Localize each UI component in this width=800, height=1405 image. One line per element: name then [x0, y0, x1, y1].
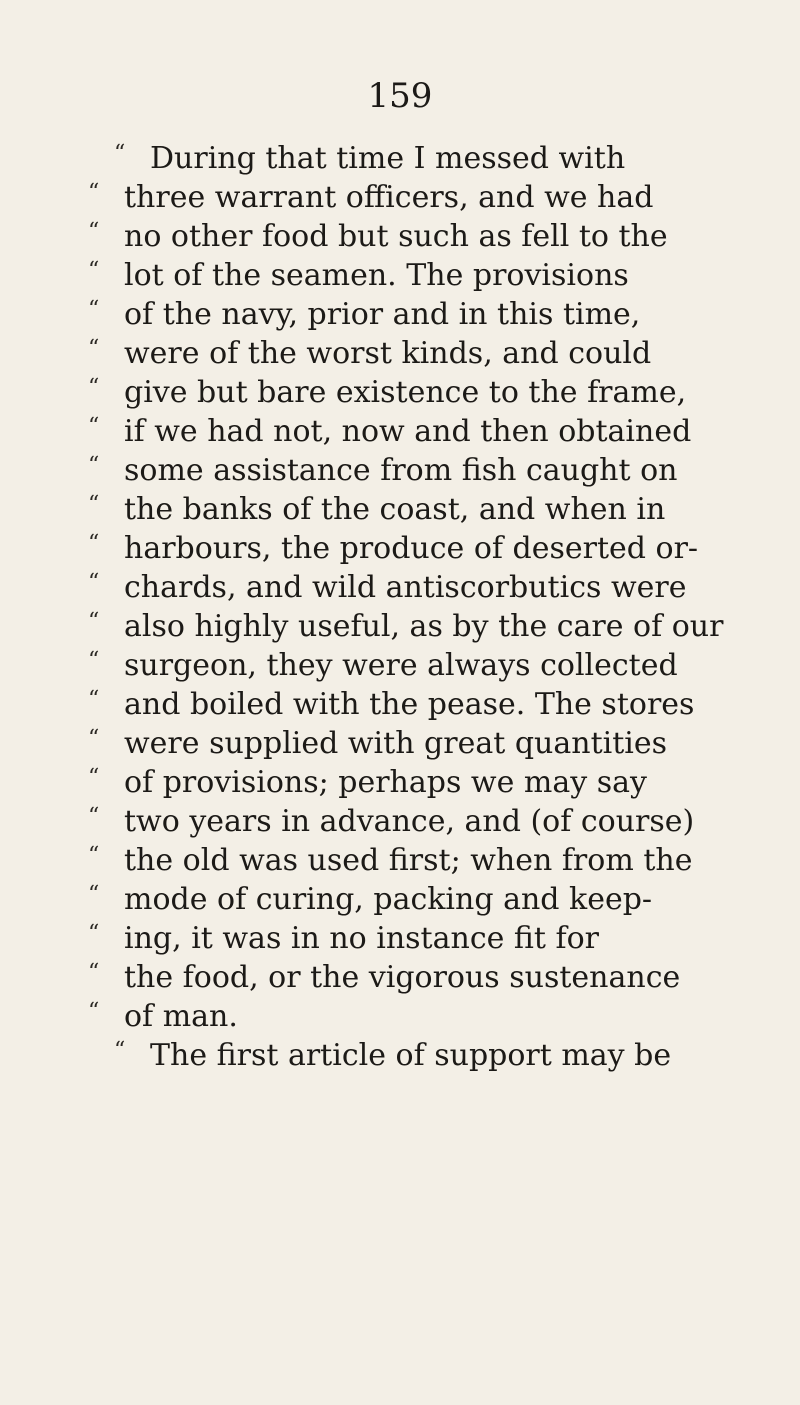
quote-mark: “ [88, 726, 100, 751]
text-line [88, 295, 768, 334]
line-text: mode of curing, packing and keep- [124, 882, 653, 917]
line-text: lot of the seamen. The provisions [124, 258, 629, 293]
text-line [88, 724, 768, 763]
text-line [88, 373, 768, 412]
text-line [88, 1036, 768, 1075]
line-text: some assistance from fish caught on [124, 453, 678, 488]
quote-mark: “ [88, 492, 100, 517]
line-text: and boiled with the pease. The stores [124, 687, 695, 722]
quote-mark: “ [88, 453, 100, 478]
quote-mark: “ [88, 414, 100, 439]
text-line [88, 802, 768, 841]
text-line [88, 607, 768, 646]
text-line [88, 880, 768, 919]
text-line [88, 841, 768, 880]
quote-mark: “ [114, 141, 126, 166]
quote-mark: “ [88, 999, 100, 1024]
text-line [88, 529, 768, 568]
quote-mark: “ [88, 570, 100, 595]
text-line [88, 685, 768, 724]
text-line [88, 451, 768, 490]
line-text: of provisions; perhaps we may say [124, 765, 647, 800]
text-line [88, 568, 768, 607]
quote-mark: “ [88, 648, 100, 673]
line-text: of the navy, prior and in this time, [124, 297, 641, 332]
text-line [88, 412, 768, 451]
text-line [88, 646, 768, 685]
text-line [88, 958, 768, 997]
quote-mark: “ [88, 960, 100, 985]
line-text: the banks of the coast, and when in [124, 492, 666, 527]
page-number: 159 [367, 76, 433, 116]
text-line [88, 256, 768, 295]
line-text: During that time I messed with [150, 141, 626, 176]
line-text: ing, it was in no instance fit for [124, 921, 600, 956]
line-text: the food, or the vigorous sustenance [124, 960, 681, 995]
line-text: chards, and wild antiscorbutics were [124, 570, 687, 605]
quote-mark: “ [88, 882, 100, 907]
line-text: were of the worst kinds, and could [124, 336, 652, 371]
line-text: also highly useful, as by the care of our [124, 609, 724, 644]
line-text: no other food but such as fell to the [124, 219, 668, 254]
quote-mark: “ [88, 687, 100, 712]
text-line [88, 139, 768, 178]
quote-mark: “ [88, 180, 100, 205]
quote-mark: “ [88, 921, 100, 946]
line-text: two years in advance, and (of course) [124, 804, 695, 839]
line-text: surgeon, they were always collected [124, 648, 678, 683]
line-text: of man. [124, 999, 238, 1034]
body-text [88, 139, 768, 1075]
quote-mark: “ [88, 297, 100, 322]
quote-mark: “ [114, 1038, 126, 1063]
quote-mark: “ [88, 843, 100, 868]
line-text: three warrant officers, and we had [124, 180, 654, 215]
quote-mark: “ [88, 765, 100, 790]
quote-mark: “ [88, 219, 100, 244]
line-text: harbours, the produce of deserted or- [124, 531, 699, 566]
quote-mark: “ [88, 375, 100, 400]
line-text: if we had not, now and then obtained [124, 414, 692, 449]
text-line [88, 178, 768, 217]
quote-mark: “ [88, 804, 100, 829]
line-text: give but bare existence to the frame, [124, 375, 687, 410]
line-text: The first article of support may be [150, 1038, 672, 1073]
text-line [88, 334, 768, 373]
quote-mark: “ [88, 336, 100, 361]
quote-mark: “ [88, 531, 100, 556]
text-line [88, 919, 768, 958]
text-line [88, 217, 768, 256]
text-line [88, 490, 768, 529]
line-text: the old was used first; when from the [124, 843, 693, 878]
quote-mark: “ [88, 609, 100, 634]
line-text: were supplied with great quantities [124, 726, 668, 761]
text-line [88, 997, 768, 1036]
text-line [88, 763, 768, 802]
quote-mark: “ [88, 258, 100, 283]
